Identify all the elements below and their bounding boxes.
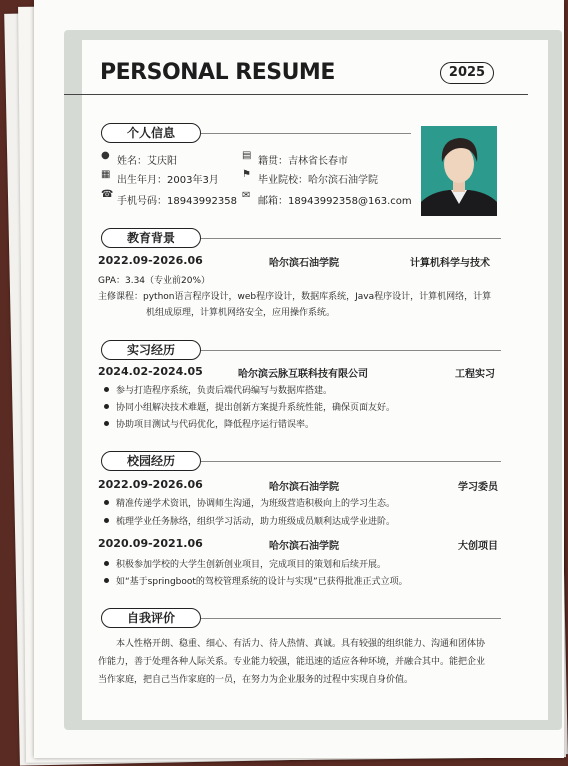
internship-item: 协助项目测试与代码优化，降低程序运行错误率。 [116, 420, 315, 430]
phone-field: 手机号码：18943992358 [117, 196, 237, 207]
campus-exp2-item: 如“基于springboot的驾校管理系统的设计与实现”已获得批准正式立项。 [116, 577, 408, 587]
calendar-icon: ▦ [101, 169, 111, 180]
education-major: 计算机科学与技术 [410, 258, 490, 269]
email-field: 邮箱：18943992358@163.com [258, 196, 412, 207]
profile-photo [421, 126, 497, 216]
section-personal-info: 个人信息 [101, 123, 201, 143]
self-eval-line3: 当作家庭，把自己当作家庭的一员，在努力为企业服务的过程中实现自身价值。 [98, 675, 414, 685]
name-field: 姓名：艾庆阳 [117, 156, 177, 167]
campus-exp1-item: 精准传递学术资讯，协调师生沟通，为班级营造积极向上的学习生态。 [116, 499, 396, 509]
bullet [104, 387, 109, 392]
section-divider [201, 618, 501, 619]
hometown-icon: ▤ [242, 150, 252, 161]
bullet [104, 404, 109, 409]
section-self-eval: 自我评价 [101, 608, 201, 628]
bullet [104, 578, 109, 583]
internship-period: 2024.02-2024.05 [98, 365, 203, 378]
self-eval-line2: 作能力，善于处理各种人际关系。专业能力较强，能迅速的适应各种环境，并融合其中。能把企业 [98, 657, 486, 667]
email-icon: ✉ [242, 190, 251, 201]
section-divider [201, 133, 411, 134]
campus-exp2-role: 大创项目 [458, 541, 498, 552]
education-courses-line1: 主修课程：python语言程序设计，web程序设计，数据库系统，Java程序设计，计算机网络，计算 [98, 292, 492, 302]
phone-icon: ☎ [101, 189, 114, 200]
campus-exp2-item: 积极参加学校的大学生创新创业项目，完成项目的策划和后续开展。 [116, 560, 387, 570]
section-divider [201, 238, 501, 239]
internship-role: 工程实习 [455, 369, 495, 380]
school-icon: ⚑ [242, 169, 251, 180]
campus-exp1-item: 梳理学业任务脉络，组织学习活动，助力班级成员顺利达成学业进阶。 [116, 517, 396, 527]
birth-field: 出生年月：2003年3月 [117, 175, 219, 186]
self-eval-line1: 本人性格开朗、稳重、细心、有活力、待人热情、真诚。具有较强的组织能力、沟通和团体协 [116, 639, 486, 649]
section-education: 教育背景 [101, 228, 201, 248]
campus-exp1-role: 学习委员 [458, 482, 498, 493]
campus-exp2-org: 哈尔滨石油学院 [269, 541, 339, 552]
internship-item: 协同小组解决技术难题，提出创新方案提升系统性能，确保页面友好。 [116, 403, 396, 413]
person-icon: ● [101, 150, 110, 161]
internship-company: 哈尔滨云脉互联科技有限公司 [238, 369, 368, 380]
school-field: 毕业院校：哈尔滨石油学院 [258, 175, 378, 186]
section-divider [201, 461, 501, 462]
education-period: 2022.09-2026.06 [98, 254, 203, 267]
bullet [104, 561, 109, 566]
year-badge: 2025 [440, 62, 494, 84]
bullet [104, 500, 109, 505]
bullet [104, 421, 109, 426]
education-gpa: GPA：3.34（专业前20%） [98, 276, 211, 286]
section-internship: 实习经历 [101, 340, 201, 360]
hometown-field: 籍贯：吉林省长春市 [258, 156, 348, 167]
title-divider [64, 94, 528, 95]
resume-title: PERSONAL RESUME [100, 60, 335, 85]
education-school: 哈尔滨石油学院 [269, 258, 339, 269]
bullet [104, 518, 109, 523]
campus-exp2-period: 2020.09-2021.06 [98, 537, 203, 550]
education-courses-line2: 机组成原理，计算机网络安全，应用操作系统。 [146, 308, 336, 318]
section-campus: 校园经历 [101, 451, 201, 471]
internship-item: 参与打造程序系统，负责后端代码编写与数据库搭建。 [116, 386, 333, 396]
campus-exp1-period: 2022.09-2026.06 [98, 478, 203, 491]
section-divider [201, 350, 501, 351]
campus-exp1-org: 哈尔滨石油学院 [269, 482, 339, 493]
